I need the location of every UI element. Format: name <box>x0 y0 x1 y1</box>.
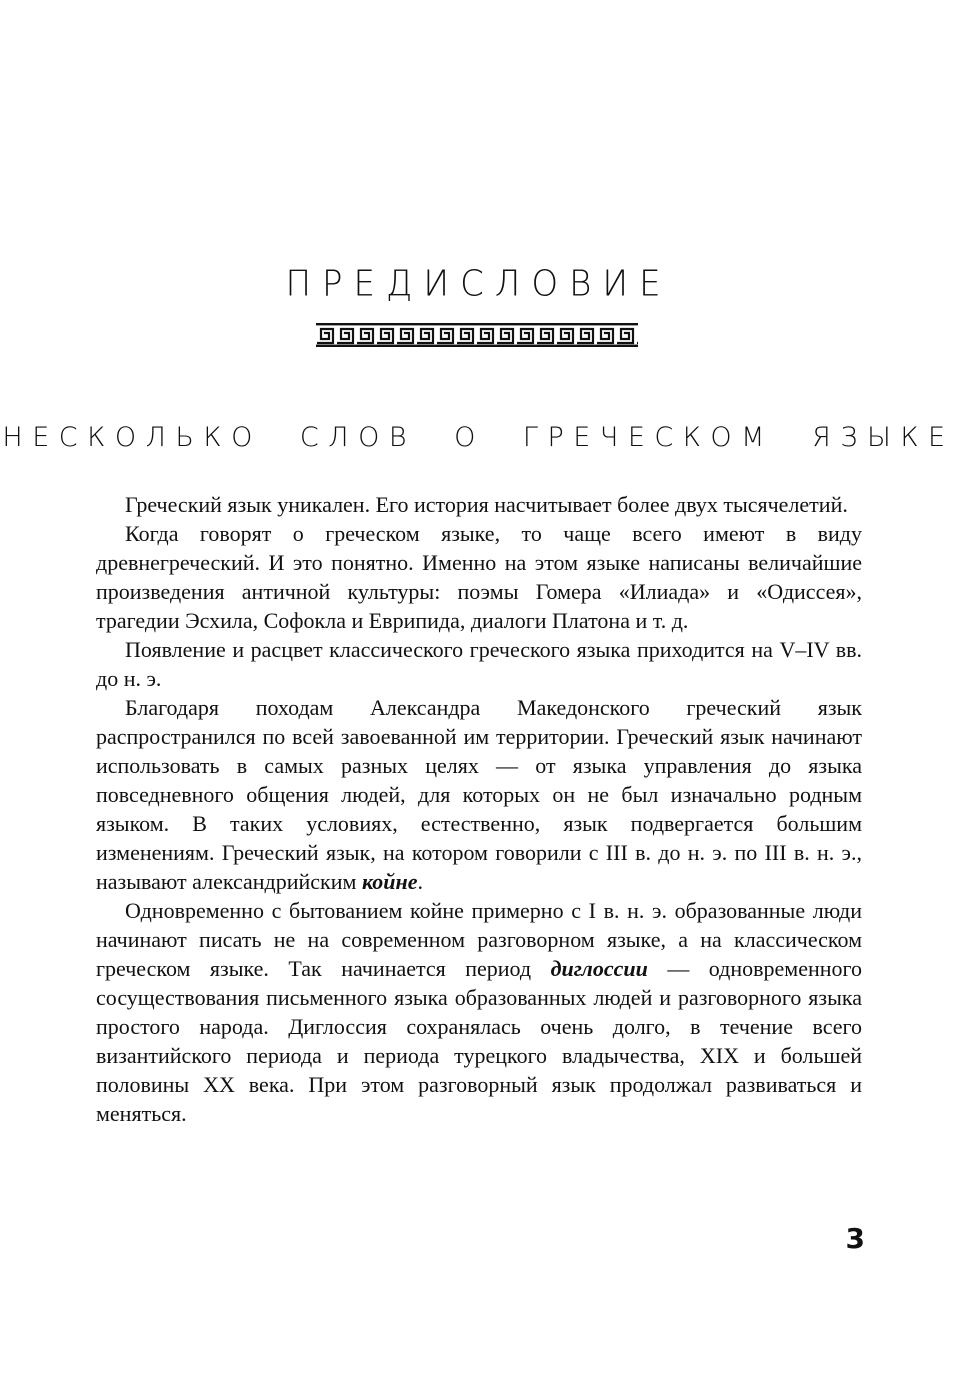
greek-key-ornament-icon <box>316 322 638 348</box>
paragraph-4 <box>96 693 862 896</box>
paragraph-4-end: . <box>417 869 423 894</box>
term-koine: койне <box>361 869 418 894</box>
paragraph-2: Когда говорят о греческом языке, то чаще всего имеют в виду древнегреческий. И это понятно. Именно на этом языке написаны величайшие произведения античной культуры: поэмы Гомера «Илиада» и «Одиссея», трагедии Эсхила, Софокла и Еврипида, диалоги Платона и т. д. <box>96 521 862 633</box>
section-title: НЕСКОЛЬКО СЛОВ О ГРЕЧЕСКОМ ЯЗЫКЕ <box>2 422 955 453</box>
paragraph-5-end: — одновременного сосуществования письменного языка образованных людей и разговорного языка простого народа. Диглоссия сохранялась очень долго, в течение всего византийского периода и периода турецкого владычества, XIX и большей половины XX века. При этом разговорный язык продолжал развиваться и меняться. <box>96 956 862 1126</box>
term-diglossia: диглоссии <box>550 956 648 981</box>
paragraph-1: Греческий язык уникален. Его история насчитывает более двух тысячелетий. <box>125 492 848 517</box>
paragraph-5 <box>96 896 862 1128</box>
paragraph-5-text: Одновременно с бытованием койне примерно с I в. н. э. образованные люди начинают писать не на современном разговорном языке, а на классическом греческом языке. Так начинается период <box>96 898 862 981</box>
chapter-title: ПРЕДИСЛОВИЕ <box>285 263 672 305</box>
paragraph-3: Появление и расцвет классического греческого языка приходится на V–IV вв. до н. э. <box>96 637 862 691</box>
page-number: 3 <box>845 1222 865 1255</box>
paragraph-4-text: Благодаря походам Александра Македонского греческий язык распространился по всей завоеванной им территории. Греческий язык начинают использовать в самых разных целях — от языка управления до языка повседневного общения людей, для которых он не был изначально родным языком. В таких условиях, естественно, язык подвергается большим изменениям. Греческий язык, на котором говорили с III в. до н. э. по III в. н. э., называют александрийским <box>96 695 862 894</box>
body-text <box>96 490 862 1128</box>
